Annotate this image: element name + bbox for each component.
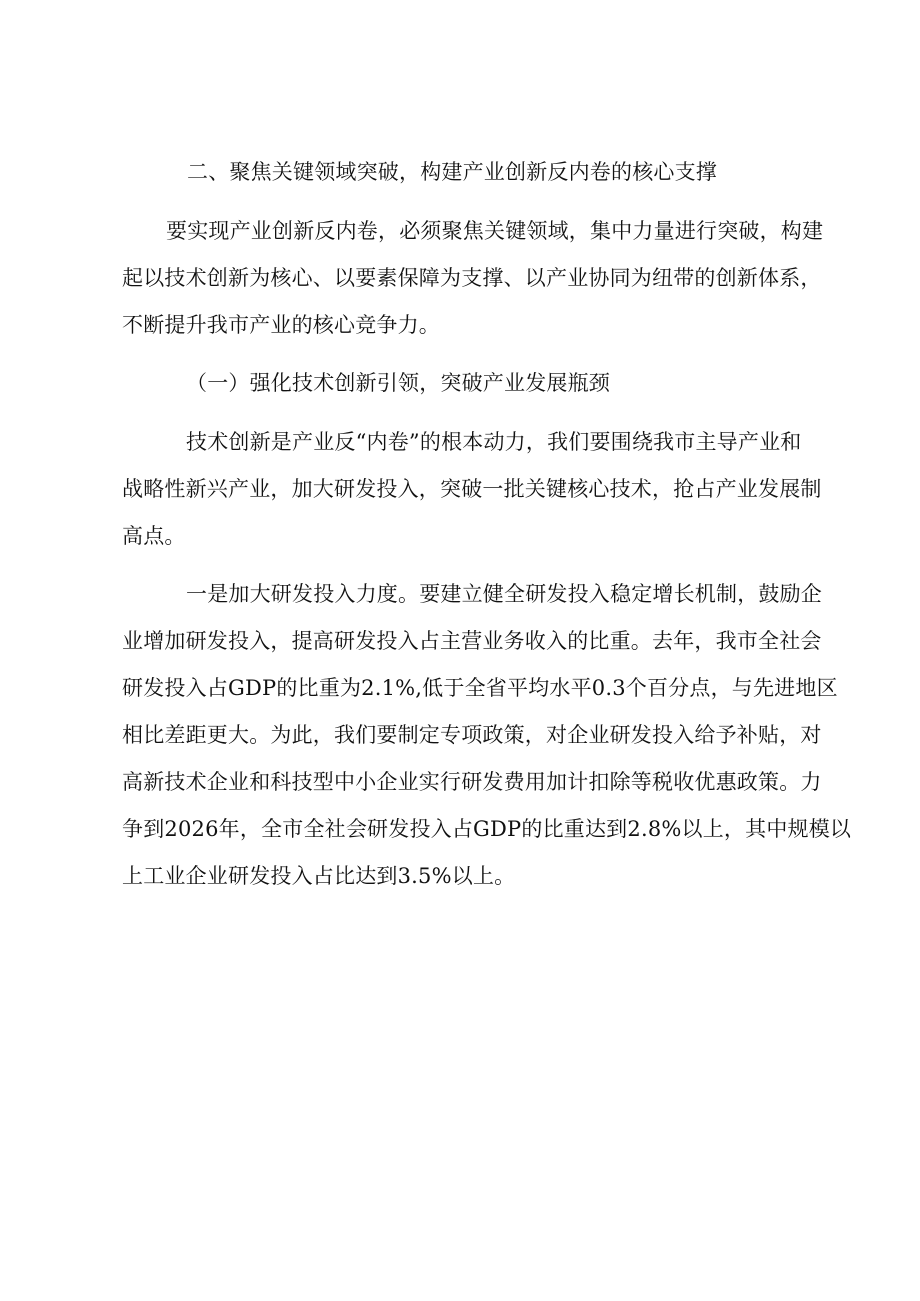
rnd-paragraph-line-3: 研发投入占GDP的比重为2.1%,低于全省平均水平0.3个百分点，与先进地区 [122, 676, 838, 700]
rnd-paragraph-line-4: 相比差距更大。为此，我们要制定专项政策，对企业研发投入给予补贴，对 [122, 723, 822, 747]
rnd-paragraph-line-1: 一是加大研发投入力度。要建立健全研发投入稳定增长机制，鼓励企 [186, 582, 822, 606]
intro-paragraph-line-3: 不断提升我市产业的核心竞争力。 [122, 313, 440, 337]
intro-paragraph-line-1: 要实现产业创新反内卷，必须聚焦关键领域，集中力量进行突破，构建 [166, 219, 824, 243]
section-heading: 二、聚焦关键领域突破，构建产业创新反内卷的核心支撑 [187, 160, 717, 184]
rnd-paragraph-line-5: 高新技术企业和科技型中小企业实行研发费用加计扣除等税收优惠政策。力 [122, 770, 822, 794]
rnd-paragraph-line-6: 争到2026年，全市全社会研发投入占GDP的比重达到2.8%以上，其中规模以 [122, 817, 852, 841]
tech-paragraph-line-1: 技术创新是产业反“内卷”的根本动力，我们要围绕我市主导产业和 [186, 430, 802, 454]
tech-paragraph-line-2: 战略性新兴产业，加大研发投入，突破一批关键核心技术，抢占产业发展制 [122, 477, 822, 501]
intro-paragraph-line-2: 起以技术创新为核心、以要素保障为支撑、以产业协同为纽带的创新体系， [122, 266, 822, 290]
rnd-paragraph-line-2: 业增加研发投入，提高研发投入占主营业务收入的比重。去年，我市全社会 [122, 629, 822, 653]
rnd-paragraph-line-7: 上工业企业研发投入占比达到3.5%以上。 [122, 864, 516, 888]
subsection-heading: （一）强化技术创新引领，突破产业发展瓶颈 [186, 371, 610, 395]
tech-paragraph-line-3: 高点。 [122, 524, 186, 548]
